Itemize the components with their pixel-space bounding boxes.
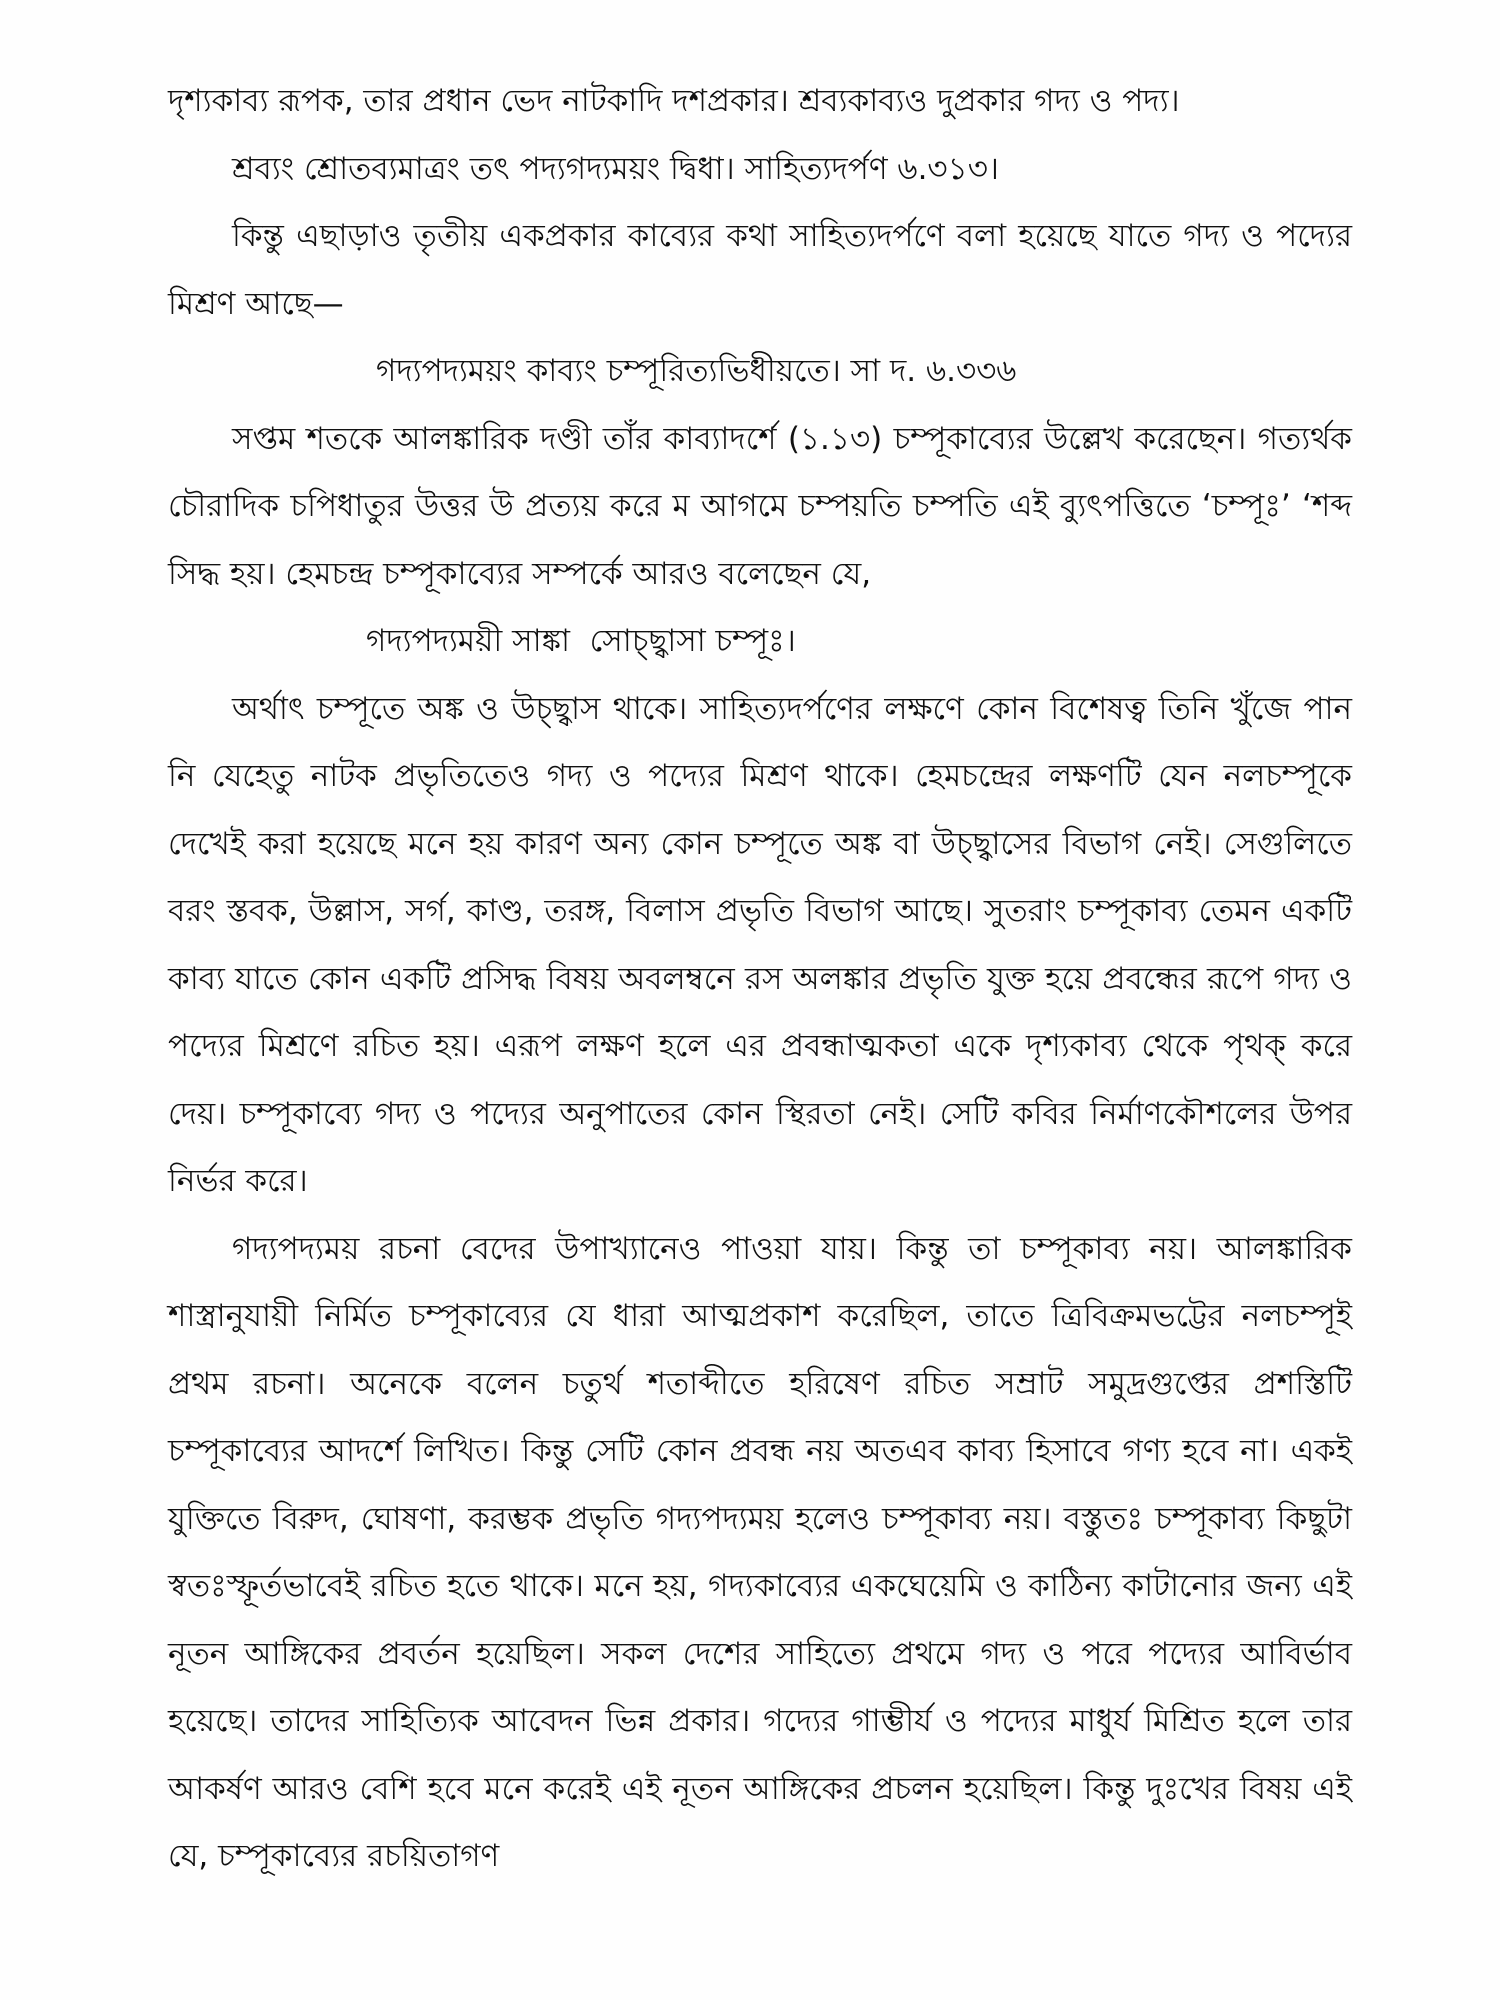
paragraph-anka-ucchvasa: অর্থাৎ চম্পূতে অঙ্ক ও উচ্ছ্বাস থাকে। সাহিত্যদর্পণের লক্ষণে কোন বিশেষত্ব তিনি খুঁজে পান নি যেহেতু নাটক প্রভৃতিতেও গদ্য ও পদ্যের মিশ্রণ থাকে। হেমচন্দ্রের লক্ষণটি যেন নলচম্পূকে দেখেই করা হয়েছে মনে হয় কারণ অন্য কোন চম্পূতে অঙ্ক বা উচ্ছ্বাসের বিভাগ নেই। সেগুলিতে বরং স্তবক, উল্লাস, সর্গ, কাণ্ড, তরঙ্গ, বিলাস প্রভৃতি বিভাগ আছে। সুতরাং চম্পূকাব্য তেমন একটি কাব্য যাতে কোন একটি প্রসিদ্ধ বিষয় অবলম্বনে রস অলঙ্কার প্রভৃতি যুক্ত হয়ে প্রবন্ধের রূপে গদ্য ও পদ্যের মিশ্রণে রচিত হয়। এরূপ লক্ষণ হলে এর প্রবন্ধাত্মকতা একে দৃশ্যকাব্য থেকে পৃথক্ করে দেয়। চম্পূকাব্যে গদ্য ও পদ্যের অনুপাতের কোন স্থিরতা নেই। সেটি কবির নির্মাণকৌশলের উপর নির্ভর করে।	[168, 690, 1352, 1199]
verse-gadyapadyamayam: গদ্যপদ্যময়ং কাব্যং চম্পূরিত্যভিধীয়তে। সা দ. ৬.৩৩৬	[376, 353, 1017, 389]
paragraph-dandi-champu: সপ্তম শতকে আলঙ্কারিক দণ্ডী তাঁর কাব্যাদর্শে (১.১৩) চম্পূকাব্যের উল্লেখ করেছেন। গত্যর্থক চৌরাদিক চপিধাতুর উত্তর উ প্রত্যয় করে ম আগমে চম্পয়তি চম্পতি এই ব্যুৎপত্তিতে ‘চম্পূঃ’ ‘শব্দ সিদ্ধ হয়। হেমচন্দ্র চম্পূকাব্যের সম্পর্কে আরও বলেছেন যে,	[168, 420, 1352, 592]
paragraph-shravyam-quote: শ্রব্যং শ্রোতব্যমাত্রং তৎ পদ্যগদ্যময়ং দ্বিধা। সাহিত্যদর্পণ ৬.৩১৩।	[232, 150, 999, 187]
paragraph-gadyapadya-rachana: গদ্যপদ্যময় রচনা বেদের উপাখ্যানেও পাওয়া যায়। কিন্তু তা চম্পূকাব্য নয়। আলঙ্কারিক শাস্ত্রানুযায়ী নির্মিত চম্পূকাব্যের যে ধারা আত্মপ্রকাশ করেছিল, তাতে ত্রিবিক্রমভট্টের নলচম্পূই প্রথম রচনা। অনেকে বলেন চতুর্থ শতাব্দীতে হরিষেণ রচিত সম্রাট সমুদ্রগুপ্তের প্রশস্তিটি চম্পূকাব্যের আদর্শে লিখিত। কিন্তু সেটি কোন প্রবন্ধ নয় অতএব কাব্য হিসাবে গণ্য হবে না। একই যুক্তিতে বিরুদ, ঘোষণা, করম্ভক প্রভৃতি গদ্যপদ্যময় হলেও চম্পূকাব্য নয়। বস্তুতঃ চম্পূকাব্য কিছুটা স্বতঃস্ফূর্তভাবেই রচিত হতে থাকে। মনে হয়, গদ্যকাব্যের একঘেয়েমি ও কাঠিন্য কাটানোর জন্য এই নূতন আঙ্গিকের প্রবর্তন হয়েছিল। সকল দেশের সাহিত্যে প্রথমে গদ্য ও পরে পদ্যের আবির্ভাব হয়েছে। তাদের সাহিত্যিক আবেদন ভিন্ন প্রকার। গদ্যের গাম্ভীর্য ও পদ্যের মাধুর্য মিশ্রিত হলে তার আকর্ষণ আরও বেশি হবে মনে করেই এই নূতন আঙ্গিকের প্রচলন হয়েছিল। কিন্তু দুঃখের বিষয় এই যে, চম্পূকাব্যের রচয়িতাগণ	[168, 1230, 1352, 1874]
paragraph-third-kind: কিন্তু এছাড়াও তৃতীয় একপ্রকার কাব্যের কথা সাহিত্যদর্পণে বলা হয়েছে যাতে গদ্য ও পদ্যের মিশ্রণ আছে—	[168, 218, 1352, 322]
verse-hemachandra: গদ্যপদ্যময়ী সাঙ্কা সোচ্ছ্বাসা চম্পূঃ।	[366, 623, 796, 659]
paragraph-drishyakavya: দৃশ্যকাব্য রূপক, তার প্রধান ভেদ নাটকাদি দশপ্রকার। শ্রব্যকাব্যও দুপ্রকার গদ্য ও পদ্য।	[168, 83, 1180, 119]
